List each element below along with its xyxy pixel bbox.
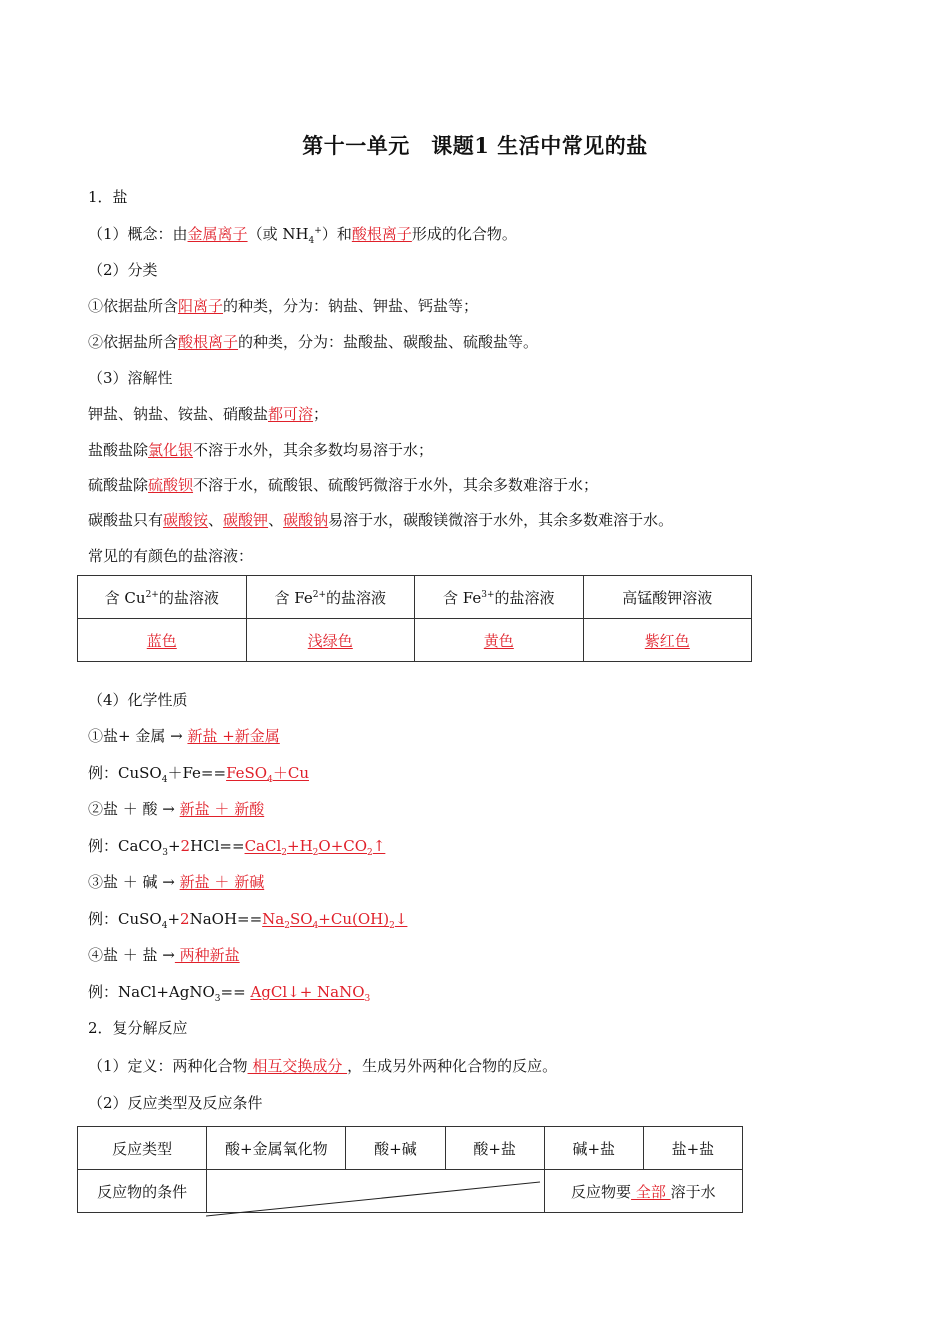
reaction-example: 例：$CaCO_3+2HCl==CaCl_2+H_2O+CO_2↑$ <box>88 837 386 858</box>
solubility-line: 钾盐、钠盐、铵盐、硝酸盐都可溶； <box>88 405 329 423</box>
section-heading: 1．盐 <box>88 188 128 206</box>
classify-line: ②依据盐所含酸根离子的种类，分为：盐酸盐、碳酸盐、硫酸盐等。 <box>88 333 539 351</box>
reaction-rule: ④盐 ＋ 盐 → 两种新盐 <box>88 946 240 964</box>
reaction-example: 例：$CuSO_4+2NaOH==Na_2SO_4+Cu(OH)_2↓$ <box>88 910 408 931</box>
subheading: （2）反应类型及反应条件 <box>88 1094 263 1112</box>
diagonal-strike-line <box>206 1180 542 1220</box>
subheading: （2）分类 <box>88 261 158 279</box>
subheading: （4）化学性质 <box>88 691 188 709</box>
solubility-line: 盐酸盐除氯化银不溶于水外，其余多数均易溶于水； <box>88 441 434 459</box>
reaction-rule: ①盐+ 金属 → 新盐 +新金属 <box>88 727 280 745</box>
reaction-rule: ③盐 ＋ 碱 → 新盐 ＋ 新碱 <box>88 873 265 891</box>
solubility-line: 硫酸盐除硫酸钡不溶于水，硫酸银、硫酸钙微溶于水外，其余多数难溶于水； <box>88 476 599 494</box>
table-cell: 浅绿色 <box>246 619 415 662</box>
table-cell: 盐+盐 <box>643 1127 742 1170</box>
table-cell: 含 $Cu^{2+}$的盐溶液 <box>78 576 247 619</box>
table-cell: 酸+金属氧化物 <box>207 1127 346 1170</box>
table-cell: 黄色 <box>415 619 584 662</box>
concept-line: （1）概念：由金属离子（或 $NH_4^+$）和酸根离子形成的化合物。 <box>88 225 517 246</box>
page-title: 第十一单元 课题1 生活中常见的盐 <box>302 133 648 158</box>
table-cell: 反应类型 <box>78 1127 207 1170</box>
table-cell: 反应物要 全部 溶于水 <box>544 1170 742 1213</box>
table-cell: 碱+盐 <box>544 1127 643 1170</box>
table-cell: 含 $Fe^{2+}$的盐溶液 <box>246 576 415 619</box>
table-cell: 酸+碱 <box>346 1127 445 1170</box>
table-cell: 含 $Fe^{3+}$的盐溶液 <box>415 576 584 619</box>
solubility-line: 碳酸盐只有碳酸铵、碳酸钾、碳酸钠易溶于水，碳酸镁微溶于水外，其余多数难溶于水。 <box>88 511 674 529</box>
table-cell: 反应物的条件 <box>78 1170 207 1213</box>
table-cell: 酸+盐 <box>445 1127 544 1170</box>
section-heading: 2．复分解反应 <box>88 1019 188 1037</box>
reaction-example: 例：CuSO$_4$＋Fe==FeSO$_4$＋Cu <box>88 764 309 785</box>
subheading: （3）溶解性 <box>88 369 173 387</box>
table-cell: 紫红色 <box>583 619 751 662</box>
definition-line: （1）定义：两种化合物 相互交换成分 ，生成另外两种化合物的反应。 <box>88 1057 558 1075</box>
reaction-rule: ②盐 ＋ 酸 → 新盐 ＋ 新酸 <box>88 800 265 818</box>
color-table <box>77 575 752 662</box>
reaction-example: 例：NaCl+AgNO$_3$== AgCl↓+ NaNO$_3$ <box>88 983 371 1004</box>
table-cell: 蓝色 <box>78 619 247 662</box>
subheading: 常见的有颜色的盐溶液： <box>88 547 254 565</box>
table-cell: 高锰酸钾溶液 <box>583 576 751 619</box>
classify-line: ①依据盐所含阳离子的种类，分为：钠盐、钾盐、钙盐等； <box>88 297 479 315</box>
